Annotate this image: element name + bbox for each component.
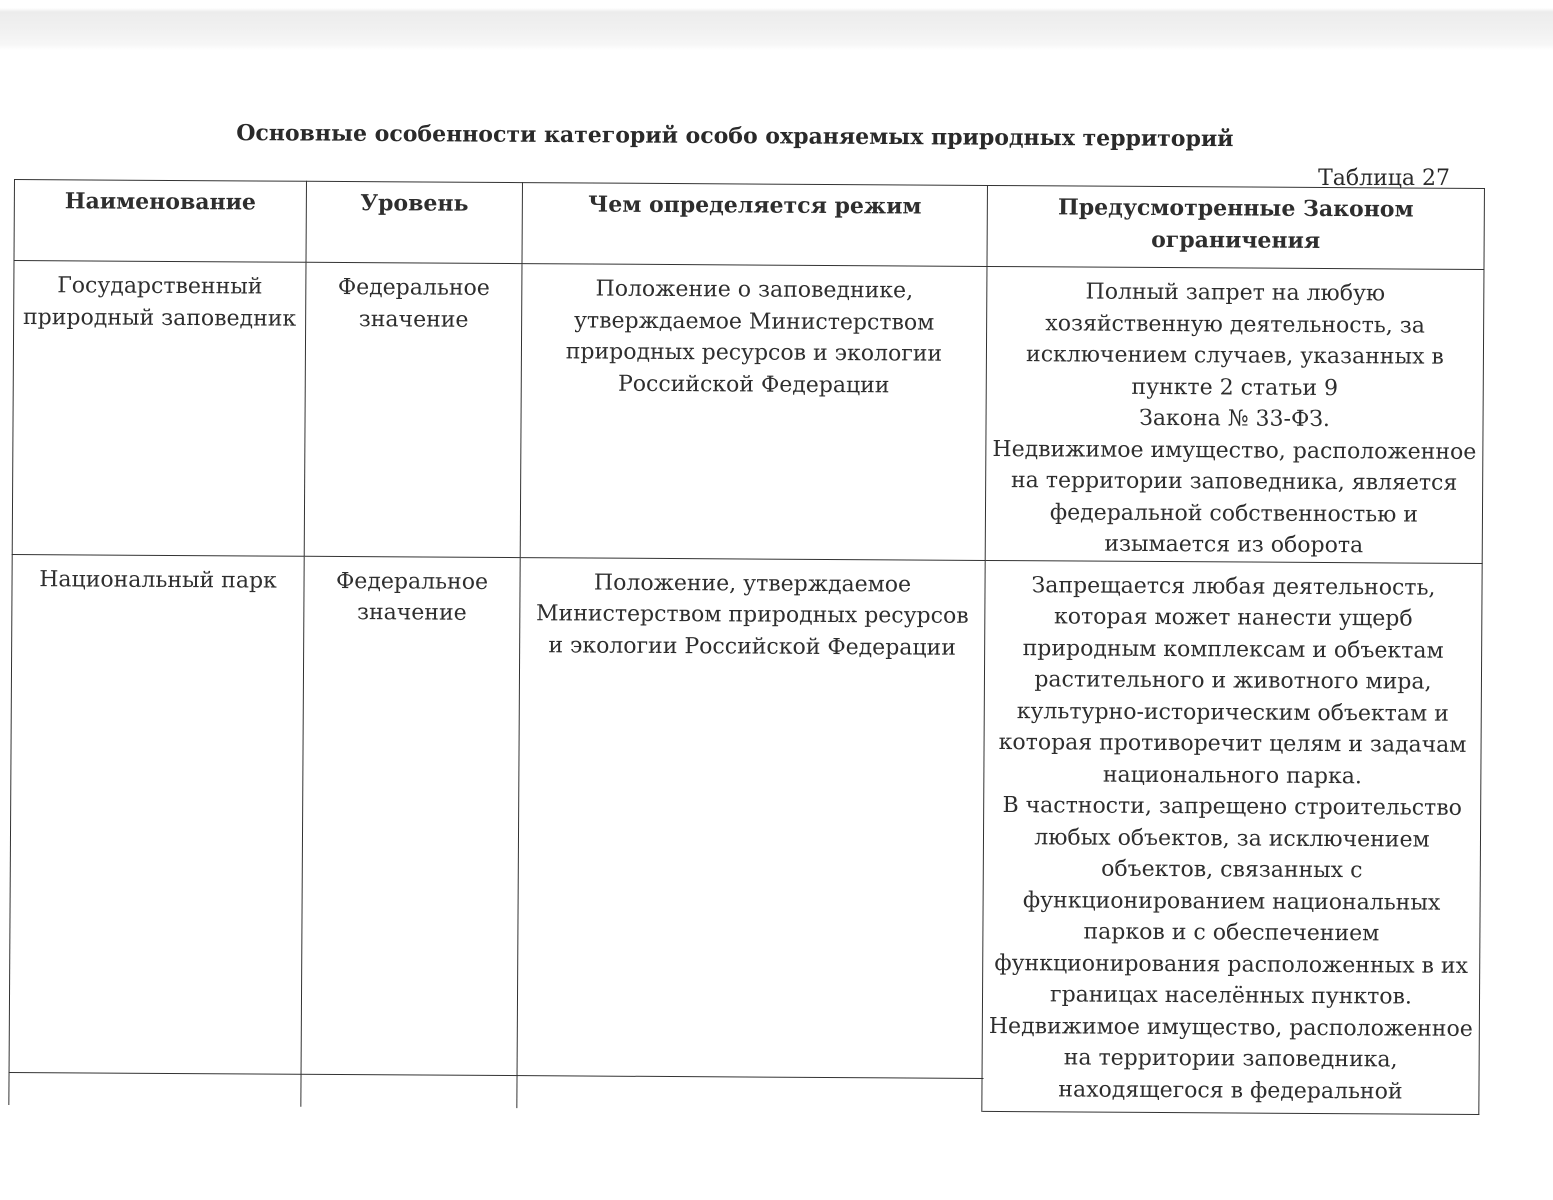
table-container [8,179,1484,1114]
cell-level-text: Федеральное значение [337,274,490,333]
cell-name-text: Национальный парк [39,566,277,594]
cell-regime [517,557,985,1111]
cell-restrictions-text: Полный запрет на любую хозяйственную деятельность, за исключением случаев, указанных в пункте 2 статьи 9 Закона № 33-ФЗ. Недвижимое имущество, расположенное на территории заповедника, является федеральной собственностью и изымается из оборота [992,279,1477,559]
cell-name-text: Государственный природный заповедник [22,273,297,332]
header-level: Уровень [306,181,522,263]
cell-regime-text: Положение, утверждаемое Министерством природных ресурсов и экологии Российской Федерации [535,570,969,661]
cell-name [9,554,304,1107]
document-title: Основные особенности категорий особо охраняемых природных территорий [236,120,1234,153]
cell-restrictions-text: Запрещается любая деятельность, которая может нанести ущерб природным комплексам и объектам растительного и животного мира, культурно-историческим объектам и которая противоречит целям и задачам национального парка. В частности, запрещено строительство любых объектов, за исключением объектов, связанных с функционированием национальных парков и с обеспечением функционирования расположенных в их границах населённых пунктов. Недвижимое имущество, расположенное на территории заповедника, находящегося в федеральной [988,572,1473,1104]
table-row [9,554,1482,1114]
cell-level-text: Федеральное значение [336,568,489,626]
table-row [12,261,1484,563]
protected-areas-table [8,179,1485,1114]
header-name: Наименование [14,180,306,263]
cell-restrictions [982,560,1482,1114]
table-header-row [14,180,1484,270]
scan-edge-shadow [0,0,1553,50]
cell-regime [520,264,987,560]
header-regime: Чем определяется режим [522,183,987,267]
cell-restrictions [985,266,1484,563]
cell-name [12,261,306,556]
header-restrictions: Предусмотренные Законом ограничения [987,185,1484,269]
table-number-label: Таблица 27 [1318,166,1450,191]
cell-level [301,556,520,1108]
cell-regime-text: Положение о заповеднике, утверждаемое Министерством природных ресурсов и экологии Российской Федерации [565,276,943,398]
cell-level [304,262,522,557]
